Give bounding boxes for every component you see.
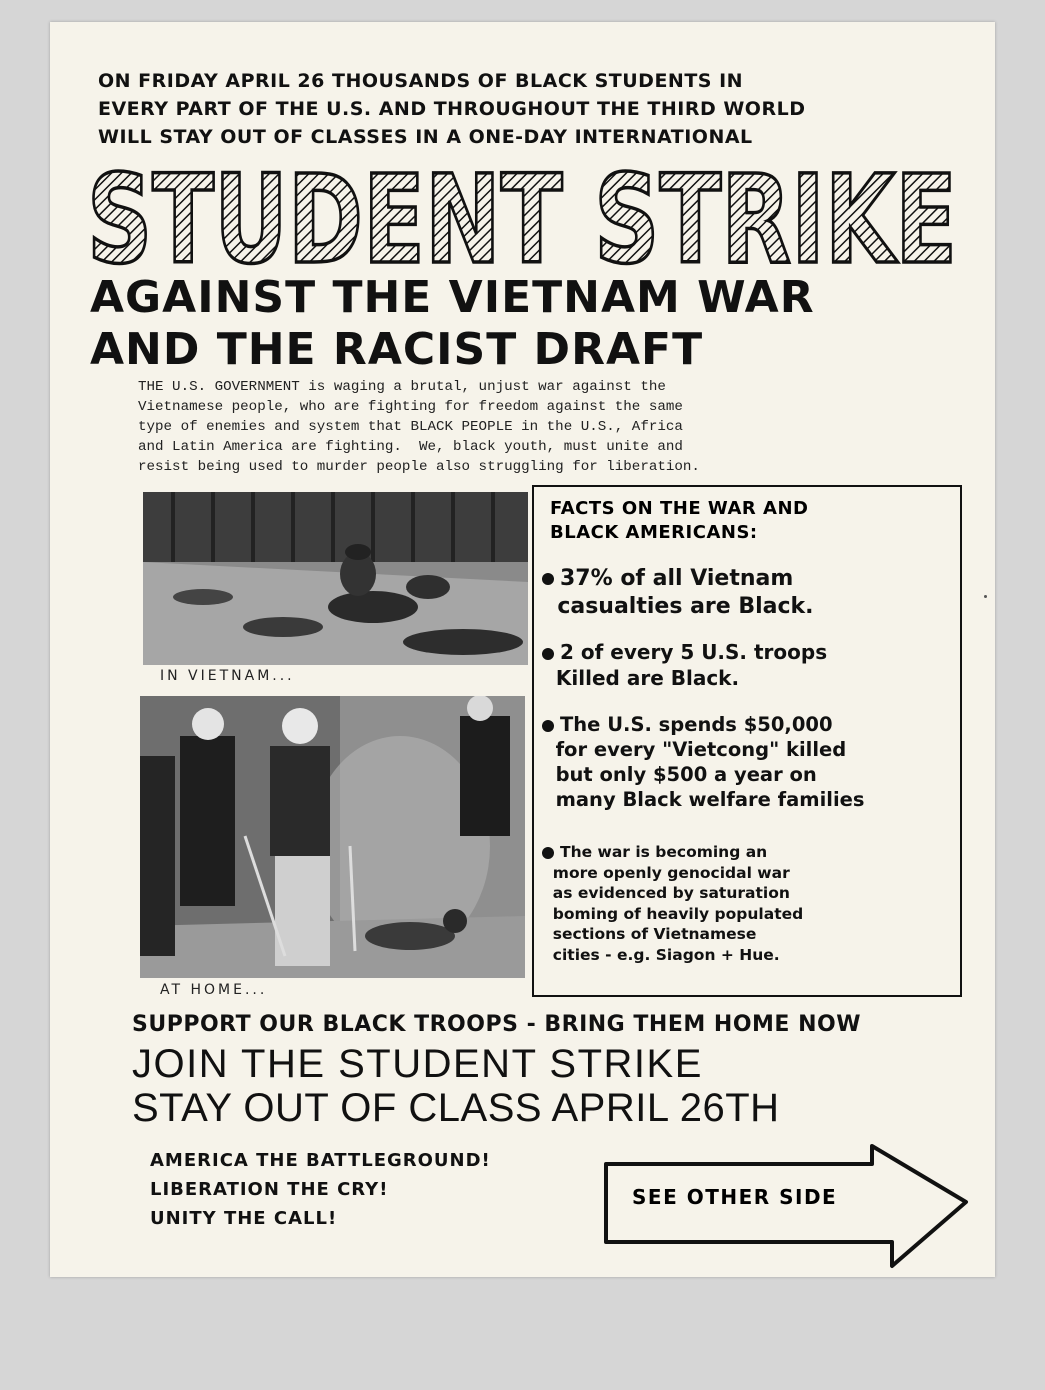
photo-vietnam [143, 492, 528, 665]
headline-main-text: STUDENT STRIKE [87, 154, 957, 274]
facts-title: FACTS ON THE WAR AND BLACK AMERICANS: [550, 498, 809, 543]
bullet-icon [542, 648, 554, 660]
caption-at-home: AT HOME... [160, 982, 268, 998]
headline-student-strike [80, 154, 965, 274]
bullet-icon [542, 720, 554, 732]
headline-against-war: AGAINST THE VIETNAM WAR [90, 272, 815, 323]
footer-support-troops: SUPPORT OUR BLACK TROOPS - BRING THEM HOME NOW [132, 1012, 861, 1037]
fact-text-4: The war is becoming an more openly genocidal war as evidenced by saturation boming of heavily populated sections of Vietnamese cities - e.g. Siagon + Hue. [552, 843, 804, 964]
fact-text-1: 37% of all Vietnam casualties are Black. [557, 566, 814, 619]
stray-mark [984, 595, 987, 598]
fact-text-2: 2 of every 5 U.S. troops Killed are Black. [555, 640, 828, 690]
fact-text-3: The U.S. spends $50,000 for every "Vietcong" killed but only $500 a year on many Black welfare families [555, 713, 865, 811]
facts-box [532, 485, 962, 997]
fact-item-2 [542, 639, 962, 691]
bullet-icon [542, 573, 554, 585]
see-other-side-label: SEE OTHER SIDE [632, 1185, 838, 1209]
flyer-sheet [50, 22, 995, 1277]
footer-stay-out: STAY OUT OF CLASS APRIL 26TH [132, 1086, 780, 1130]
fact-item-4 [542, 842, 962, 965]
slogan-1: AMERICA THE BATTLEGROUND! [150, 1150, 491, 1171]
body-paragraph: THE U.S. GOVERNMENT is waging a brutal, unjust war against the Vietnamese people, who are fighting for freedom against the same type of enemies and system that BLACK PEOPLE in the U.S., Africa and Latin America are fighting. We, black youth, must unite and resist being used to murder people also struggling for liberation. [138, 379, 700, 475]
slogan-3: UNITY THE CALL! [150, 1208, 338, 1229]
intro-line-2: EVERY PART OF THE U.S. AND THROUGHOUT THE THIRD WORLD [98, 98, 806, 120]
fact-item-3 [542, 712, 962, 812]
fact-item-1 [542, 565, 962, 621]
bullet-icon [542, 847, 554, 859]
intro-line-3: WILL STAY OUT OF CLASSES IN A ONE-DAY INTERNATIONAL [98, 126, 753, 148]
footer-join-strike: JOIN THE STUDENT STRIKE [132, 1042, 703, 1086]
caption-in-vietnam: IN VIETNAM... [160, 668, 295, 684]
slogan-2: LIBERATION THE CRY! [150, 1179, 389, 1200]
photo-at-home [140, 696, 525, 978]
intro-line-1: ON FRIDAY APRIL 26 THOUSANDS OF BLACK STUDENTS IN [98, 70, 744, 92]
headline-racist-draft: AND THE RACIST DRAFT [90, 324, 704, 375]
